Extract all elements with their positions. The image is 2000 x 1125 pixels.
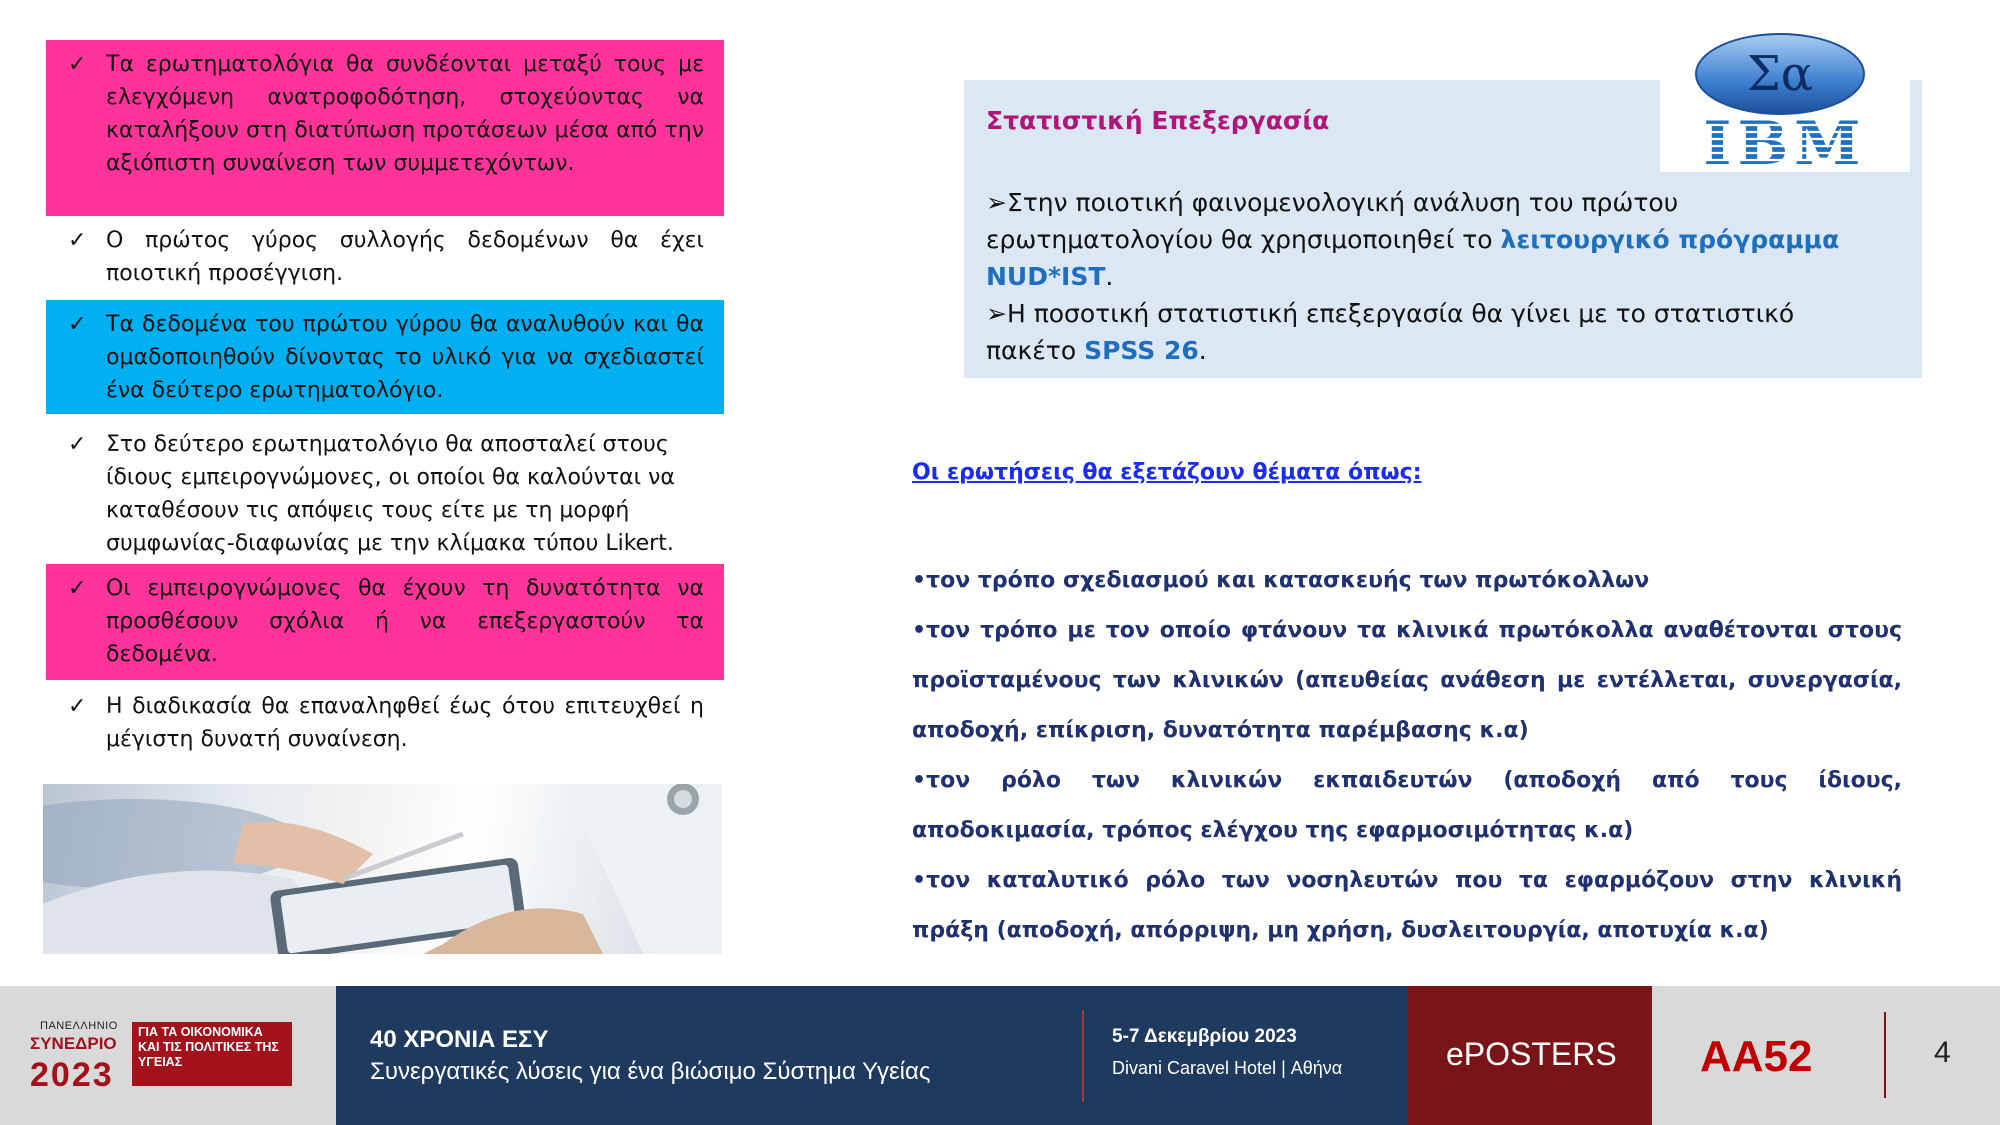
poster-code: AA52 <box>1700 1032 1813 1081</box>
medical-photo <box>43 784 722 954</box>
stats-highlight: λειτουργικό πρόγραμμα NUD*IST <box>986 225 1840 291</box>
logo-graphic <box>1660 24 1910 172</box>
footer-esy-title: 40 ΧΡΟΝΙΑ ΕΣΥ <box>370 1026 549 1053</box>
conference-year: 2023 <box>30 1056 114 1094</box>
code-divider <box>1884 1012 1886 1098</box>
checklist-text: Ο πρώτος γύρος συλλογής δεδομένων θα έχει ποιοτική προσέγγιση. <box>106 228 704 286</box>
statistics-paragraph-1 <box>986 184 1866 295</box>
stats-highlight: SPSS 26 <box>1084 336 1199 365</box>
eposters-label: ePOSTERS <box>1446 1036 1617 1072</box>
statistics-paragraph-2 <box>986 295 1866 369</box>
checklist-block-2 <box>46 216 724 300</box>
checklist-block-6 <box>46 684 724 764</box>
checklist-block-4 <box>46 422 724 562</box>
logo-ibm-text: IBM <box>1703 109 1867 172</box>
stats-text: ➢Στην ποιοτική φαινομενολογική ανάλυση του πρώτου ερωτηματολογίου θα χρησιμοποιηθεί το <box>986 188 1679 254</box>
logo-sigma-text: Σα <box>1746 46 1814 102</box>
check-icon: ✓ <box>68 694 87 719</box>
check-icon: ✓ <box>68 576 87 601</box>
footer-esy-subtitle: Συνεργατικές λύσεις για ένα βιώσιμο Σύστημα Υγείας <box>370 1058 931 1085</box>
statistics-body <box>986 184 1866 369</box>
topic-item: •τον ρόλο των κλινικών εκπαιδευτών (αποδοχή από τους ίδιους, αποδοκιμασία, τρόπος ελέγχου της εφαρμοσιμότητας κ.α) <box>912 768 1902 843</box>
questions-title: Οι ερωτήσεις θα εξετάζουν θέματα όπως: <box>912 460 1422 485</box>
topics-list <box>912 556 1902 956</box>
stats-text: . <box>1105 262 1114 291</box>
checklist-text: Τα ερωτηματολόγια θα συνδέονται μεταξύ τους με ελεγχόμενη ανατροφοδότηση, στοχεύοντας να καταλήξουν στη διατύπωση προτάσεων μέσα από την αξιόπιστη συναίνεση των συμμετεχόντων. <box>106 52 704 176</box>
check-icon: ✓ <box>68 432 87 457</box>
footer-banner <box>0 986 2000 1125</box>
footer-divider <box>1082 1010 1084 1102</box>
topic-item: •τον καταλυτικό ρόλο των νοσηλευτών που τα εφαρμόζουν στην κλινική πράξη (αποδοχή, απόρριψη, μη χρήση, δυσλειτουργία, αποτυχία κ.α) <box>912 868 1902 943</box>
stats-text: ➢Η ποσοτική στατιστική επεξεργασία θα γίνει με το στατιστικό πακέτο <box>986 299 1795 365</box>
footer-date: 5-7 Δεκεμβρίου 2023 <box>1112 1026 1297 1047</box>
check-icon: ✓ <box>68 228 87 253</box>
page-number: 4 <box>1934 1036 1951 1069</box>
poster-code-area <box>1652 986 2000 1125</box>
ibm-spss-logo <box>1660 24 1910 172</box>
eposters-area <box>1408 986 1652 1125</box>
footer-venue: Divani Caravel Hotel | Αθήνα <box>1112 1058 1343 1078</box>
stats-text: . <box>1198 336 1207 365</box>
checklist-text: Η διαδικασία θα επαναληφθεί έως ότου επιτευχθεί η μέγιστη δυνατή συναίνεση. <box>106 694 704 752</box>
doctor-tablet-illustration <box>43 784 722 954</box>
footer-title-area <box>336 986 1408 1125</box>
conference-subject-box: ΓΙΑ ΤΑ ΟΙΚΟΝΟΜΙΚΑ ΚΑΙ ΤΙΣ ΠΟΛΙΤΙΚΕΣ ΤΗΣ ΥΓΕΙΑΣ <box>132 1022 292 1086</box>
checklist-text: Τα δεδομένα του πρώτου γύρου θα αναλυθούν και θα ομαδοποιηθούν δίνοντας το υλικό για να σχεδιαστεί ένα δεύτερο ερωτηματολόγιο. <box>106 312 704 403</box>
conference-panellinio: ΠΑΝΕΛΛΗΝΙΟ <box>40 1020 118 1032</box>
statistics-title: Στατιστική Επεξεργασία <box>986 106 1330 135</box>
checklist-text: Οι εμπειρογνώμονες θα έχουν τη δυνατότητα να προσθέσουν σχόλια ή να επεξεργαστούν τα δεδομένα. <box>106 576 704 667</box>
check-icon: ✓ <box>68 52 87 77</box>
conference-synedrio: ΣΥΝΕΔΡΙΟ <box>30 1034 117 1053</box>
checklist-block-5 <box>46 564 724 680</box>
checklist-block-1 <box>46 40 724 216</box>
check-icon: ✓ <box>68 312 87 337</box>
conference-logo-area <box>0 986 336 1125</box>
topic-item: •τον τρόπο με τον οποίο φτάνουν τα κλινικά πρωτόκολλα αναθέτονται στους προϊσταμένους των κλινικών (απευθείας ανάθεση με εντέλλεται, συνεργασία, αποδοχή, επίκριση, δυνατότητα παρέμβασης κ.α) <box>912 618 1902 743</box>
checklist-text: Στο δεύτερο ερωτηματολόγιο θα αποσταλεί στους ίδιους εμπειρογνώμονες, οι οποίοι θα καλούνται να καταθέσουν τις απόψεις τους είτε με τη μορφή συμφωνίας-διαφωνίας με την κλίμακα τύπου Likert. <box>106 432 675 556</box>
topic-item: •τον τρόπο σχεδιασμού και κατασκευής των πρωτόκολλων <box>912 568 1650 593</box>
checklist-block-3 <box>46 300 724 414</box>
